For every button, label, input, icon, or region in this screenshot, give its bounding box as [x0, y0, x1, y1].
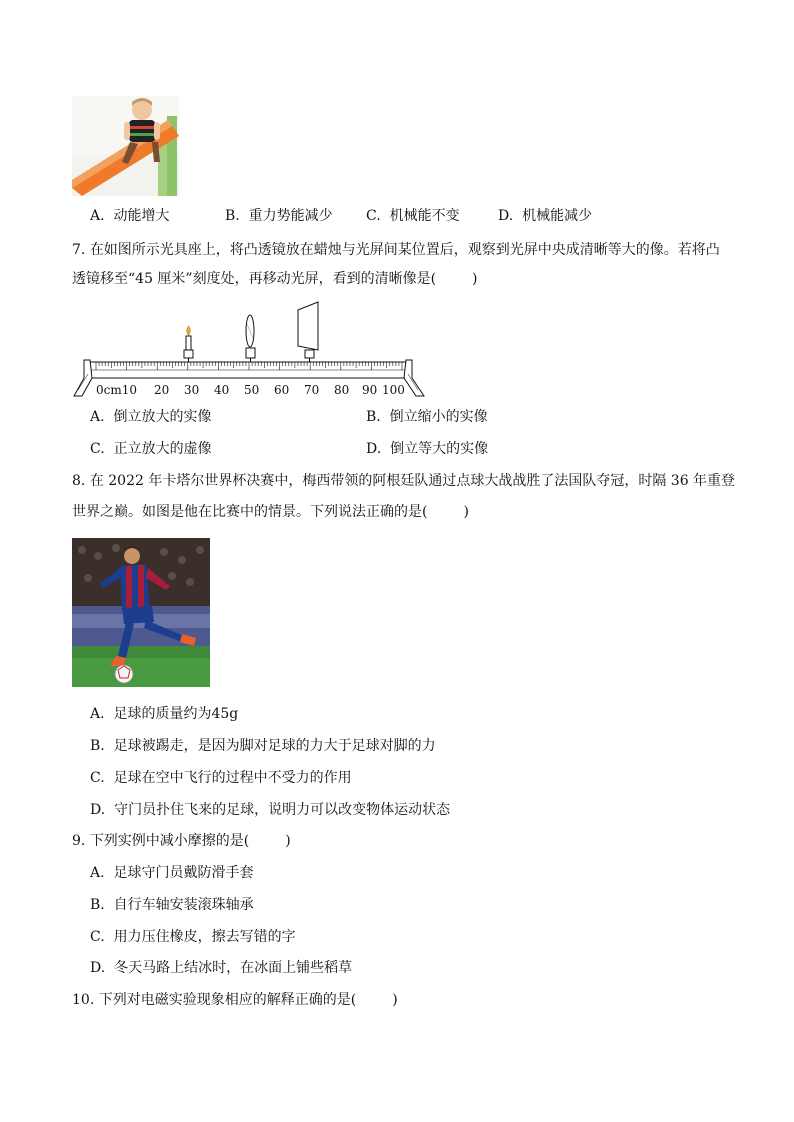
slide-photo [72, 96, 179, 196]
footballer-photo [72, 538, 210, 687]
q9-stem: 9. 下列实例中减小摩擦的是( ) [72, 833, 291, 849]
optical-bench-figure [72, 300, 432, 402]
q7-option-a[interactable]: A. 倒立放大的实像 [90, 409, 212, 425]
light-screen [298, 302, 318, 350]
q10-stem: 10. 下列对电磁实验现象相应的解释正确的是( ) [72, 992, 398, 1008]
ruler-label: 100 [382, 383, 405, 397]
bench-left-foot [74, 360, 92, 396]
q7-option-d[interactable]: D. 倒立等大的实像 [366, 441, 489, 457]
football [115, 665, 133, 683]
q9-option-d[interactable]: D. 冬天马路上结冰时，在冰面上铺些稻草 [90, 960, 353, 976]
q9-option-a[interactable]: A. 足球守门员戴防滑手套 [90, 865, 254, 881]
ruler-label: 20 [154, 383, 170, 397]
ruler-label: 80 [334, 383, 350, 397]
q7-option-c[interactable]: C. 正立放大的虚像 [90, 441, 212, 457]
q8-option-c[interactable]: C. 足球在空中飞行的过程中不受力的作用 [90, 770, 352, 786]
ruler-label: 70 [304, 383, 320, 397]
q6-option-d[interactable]: D. 机械能减少 [498, 208, 593, 224]
q7-stem-line1: 7. 在如图所示光具座上，将凸透镜放在蜡烛与光屏间某位置后，观察到光屏中央成清晰等大的像。若将凸 [72, 242, 720, 258]
q9-option-b[interactable]: B. 自行车轴安装滚珠轴承 [90, 897, 254, 913]
q8-stem-line2: 世界之巅。如图是他在比赛中的情景。下列说法正确的是( ) [72, 504, 469, 520]
q8-option-a[interactable]: A. 足球的质量约为45g [90, 706, 239, 722]
ruler-label: 60 [274, 383, 290, 397]
q6-option-a[interactable]: A. 动能增大 [90, 208, 170, 224]
q7-option-b[interactable]: B. 倒立缩小的实像 [366, 409, 488, 425]
bench-right-foot [404, 360, 424, 396]
ruler-label: 90 [362, 383, 378, 397]
ruler-label: 30 [184, 383, 200, 397]
candle-flame [187, 326, 191, 335]
q6-option-c[interactable]: C. 机械能不变 [366, 208, 460, 224]
ruler-label: 0cm10 [96, 383, 138, 397]
candle-body [186, 336, 191, 350]
q7-stem-line2: 透镜移至“45 厘米”刻度处，再移动光屏，看到的清晰像是( ) [72, 271, 478, 287]
q9-option-c[interactable]: C. 用力压住橡皮，擦去写错的字 [90, 929, 296, 945]
q8-stem-line1: 8. 在 2022 年卡塔尔世界杯决赛中，梅西带领的阿根廷队通过点球大战战胜了法国队夺冠，时隔 36 年重登 [72, 473, 736, 489]
q8-option-b[interactable]: B. 足球被踢走，是因为脚对足球的力大于足球对脚的力 [90, 738, 436, 754]
ruler-label: 40 [214, 383, 230, 397]
q8-option-d[interactable]: D. 守门员扑住飞来的足球，说明力可以改变物体运动状态 [90, 802, 451, 818]
q6-option-b[interactable]: B. 重力势能减少 [225, 208, 333, 224]
ruler-label: 50 [244, 383, 260, 397]
